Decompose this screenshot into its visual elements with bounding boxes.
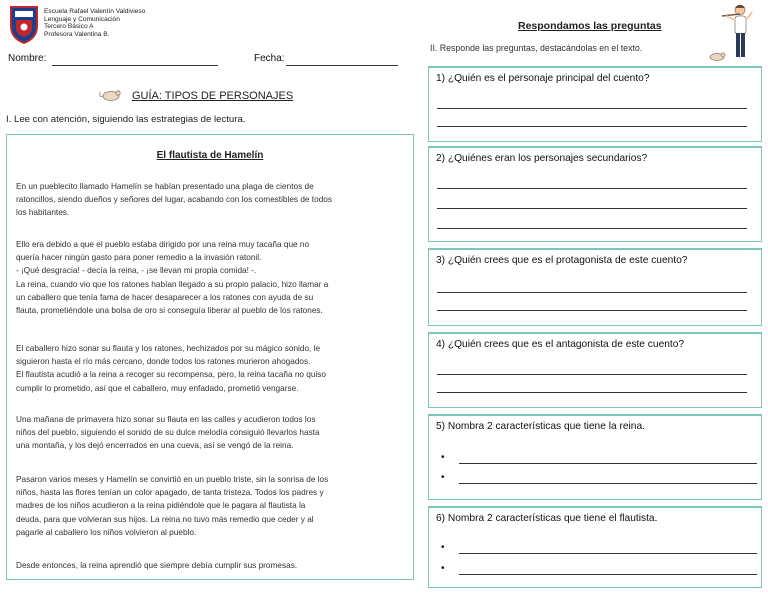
fecha-line[interactable] [286, 64, 398, 66]
answer-line[interactable] [437, 292, 747, 293]
story-paragraph-1: En un pueblecito llamado Hamelín se habían presentado una plaga de cientos de ratoncillos, siendo dueños y señores del lugar, acabando con los comestibles de todos los habitantes. [16, 182, 332, 218]
bullet: • [441, 563, 445, 574]
answer-line[interactable] [459, 574, 757, 575]
subject-name: Lenguaje y Comunicación [44, 15, 120, 23]
question-6: 6) Nombra 2 características que tiene el flautista. [436, 513, 658, 524]
question-1: 1) ¿Quién es el personaje principal del cuento? [436, 73, 650, 84]
story-paragraph-5: Pasaron varios meses y Hamelín se convirtió en un pueblo triste, sin la sonrisa de los niños, hasta las flores tenían un color apagado, de tanta tristeza. Todos los padres y madres de los niños acudieron a la reina pidiéndole que le pagara al flautista la deuda, para que volvieran sus hijos. La reina no tuvo más remedio que ceder y al pagarle al caballero los niños volvieron al pueblo. [16, 475, 329, 537]
answer-line[interactable] [437, 188, 747, 189]
story-title [6, 150, 414, 161]
answer-line[interactable] [437, 126, 747, 127]
bullet: • [441, 452, 445, 463]
question-5: 5) Nombra 2 características que tiene la reina. [436, 421, 645, 432]
question-box-5 [428, 414, 762, 500]
answer-line[interactable] [437, 374, 747, 375]
question-4: 4) ¿Quién crees que es el antagonista de este cuento? [436, 339, 685, 350]
answer-line[interactable] [459, 553, 757, 554]
story-paragraph-6: Desde entonces, la reina aprendió que siempre debía cumplir sus promesas. [16, 561, 298, 570]
bullet: • [441, 542, 445, 553]
answer-line[interactable] [459, 463, 757, 464]
questions-instruction: II. Responde las preguntas, destacándolas en el texto. [430, 43, 643, 53]
school-name: Escuela Rafael Valentín Valdivieso [44, 8, 146, 15]
answer-line[interactable] [437, 310, 747, 311]
story-paragraph-4: Una mañana de primavera hizo sonar su flauta en las calles y acudieron todos los niños del pueblo, siguiendo el sonido de su dulce melodía consiguió llevarlos hasta una montaña, y los dejó encerrados en una cueva, así se vengó de la reina. [16, 415, 320, 451]
question-box-1 [428, 66, 762, 142]
question-box-6 [428, 506, 762, 588]
answer-line[interactable] [437, 392, 747, 393]
question-2: 2) ¿Quiénes eran los personajes secundarios? [436, 153, 648, 164]
question-box-2 [428, 146, 762, 242]
nombre-line[interactable] [52, 64, 218, 66]
answer-line[interactable] [437, 108, 747, 109]
nombre-label: Nombre: [8, 53, 47, 64]
question-box-3 [428, 248, 762, 326]
question-3: 3) ¿Quién crees que es el protagonista de este cuento? [436, 255, 688, 266]
fecha-label: Fecha: [254, 53, 285, 64]
story-paragraph-2: Ello era debido a que el pueblo estaba dirigido por una reina muy tacaña que no quería hacer ningún gasto para poner remedio a la invasión ratonil. - ¡Qué desgracia! - decía la reina, - ¡se llevan mi propia comida! -. La reina, cuando vio que los ratones habían llegado a su propio palacio, hizo llamar a un caballero que tenía fama de hacer desaparecer a los ratones con ayuda de su flauta, prometiéndole una bolsa de oro si conseguía liberar al pueblo de los ratones. [16, 240, 329, 316]
bullet: • [441, 472, 445, 483]
mouse-icon [706, 50, 728, 62]
story-paragraph-3: El caballero hizo sonar su flauta y los ratones, hechizados por su mágico sonido, le siguieron hasta el río más cercano, donde todos los ratones murieron ahogados. El flautista acudió a la reina a recoger su recompensa, pero, la reina tacaña no quiso cumplir lo prometido, así que el caballero, muy enfadado, prometió vengarse. [16, 344, 327, 393]
answer-line[interactable] [459, 483, 757, 484]
mouse-icon [98, 88, 124, 102]
teacher-name: Profesora Valentina B. [44, 30, 110, 38]
reading-instruction: I. Lee con atención, siguiendo las estrategias de lectura. [6, 114, 246, 125]
course-name: Tercero Básico A [44, 23, 94, 31]
answer-line[interactable] [437, 208, 747, 209]
story-title-text: El flautista de Hamelín [156, 150, 264, 161]
questions-title: Respondamos las preguntas [518, 20, 662, 32]
school-crest-icon [8, 4, 40, 44]
question-box-4 [428, 332, 762, 408]
guide-title: GUÍA: TIPOS DE PERSONAJES [132, 90, 294, 102]
answer-line[interactable] [437, 228, 747, 229]
school-info [44, 8, 145, 38]
